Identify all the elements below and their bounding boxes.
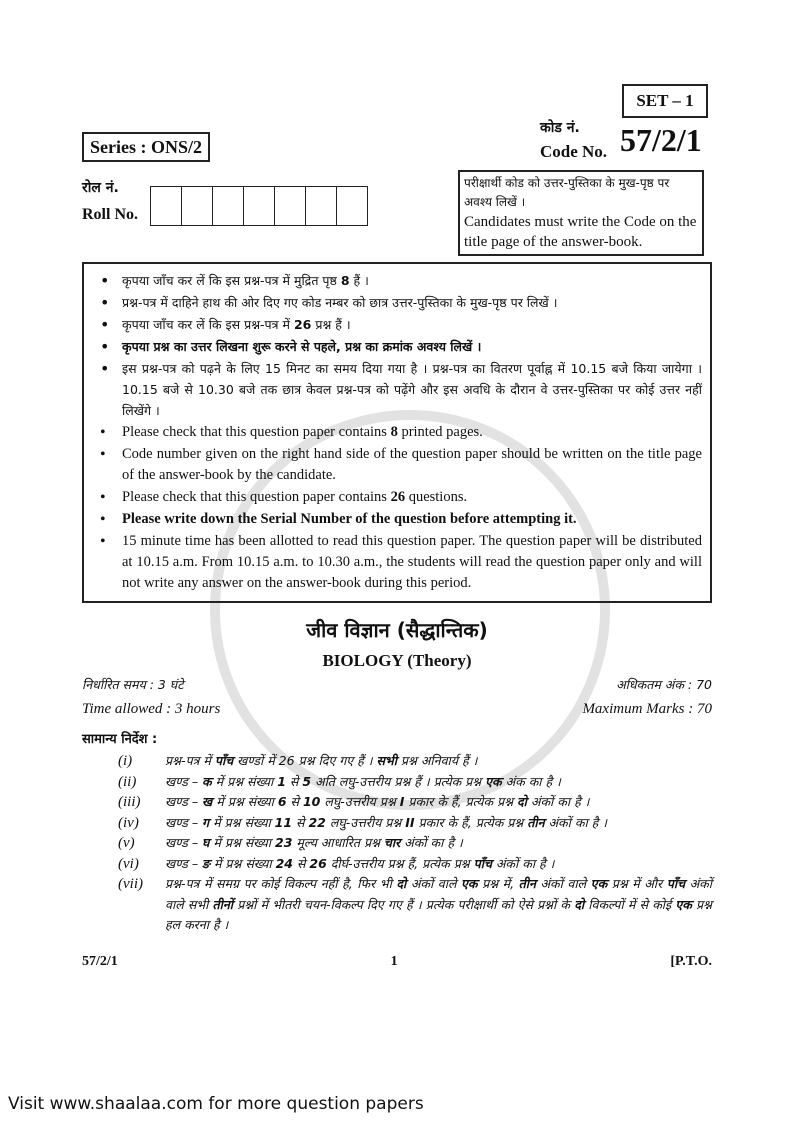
instruction-item: [92, 509, 702, 530]
item-text: [165, 751, 477, 772]
text: खण्डों में 26 प्रश्न दिए गए हैं ।: [233, 753, 377, 768]
item-numeral: (i): [118, 753, 133, 769]
item-text: [165, 772, 561, 793]
visit-link[interactable]: Visit www.shaalaa.com for more question papers: [8, 1094, 424, 1114]
footer-code: 57/2/1: [82, 953, 118, 969]
bold-text: Please write down the Serial Number of the question before attempting it.: [122, 511, 577, 527]
bold-text: एक: [675, 896, 692, 912]
text: में प्रश्न संख्या: [209, 814, 275, 830]
general-instruction-item: [118, 874, 712, 936]
bold-text: कृपया प्रश्न का उत्तर लिखना शुरू करने से पहले, प्रश्न का क्रमांक अवश्य लिखें ।: [122, 339, 482, 354]
text: अंकों वाले: [406, 876, 462, 891]
time-allowed: Time allowed : 3 hours: [82, 701, 221, 717]
bold-text: 26: [293, 317, 312, 332]
bold-text: क: [202, 773, 212, 789]
text: अति लघु-उत्तरीय प्रश्न हैं । प्रत्येक प्रश्न: [311, 773, 486, 789]
text: प्रकार के हैं, प्रत्येक प्रश्न: [404, 794, 518, 809]
text: प्रश्नों में भीतरी चयन-विकल्प दिए गए हैं । प्रत्येक परीक्षार्थी को ऐसे प्रश्नों के: [233, 896, 575, 912]
bold-text: II: [405, 814, 415, 830]
bold-text: तीन: [527, 814, 545, 830]
bold-text: ग: [202, 814, 210, 830]
bold-text: सभी: [376, 753, 397, 768]
instruction-item: [92, 336, 702, 357]
item-numeral: (iii): [118, 794, 141, 810]
general-instruction-item: [118, 833, 712, 854]
bold-text: 11: [274, 814, 293, 830]
code-note-box: [458, 170, 704, 256]
instruction-item: [92, 358, 702, 421]
text: मूल्य आधारित प्रश्न: [292, 835, 384, 850]
text: अंक का है ।: [501, 773, 561, 789]
text: विकल्पों में से कोई: [584, 896, 676, 912]
text: अंकों का है ।: [491, 855, 555, 871]
title-english: BIOLOGY (Theory): [322, 651, 472, 670]
text: printed pages.: [397, 424, 483, 440]
text: questions.: [405, 489, 468, 505]
time-hindi: निर्धारित समय : 3 घंटे: [82, 677, 184, 692]
item-numeral: (vii): [118, 876, 143, 892]
item-numeral: (ii): [118, 773, 137, 790]
roll-number-boxes: [150, 186, 368, 226]
page-number: 1: [390, 953, 398, 969]
text: प्रश्न हैं ।: [311, 317, 351, 332]
general-instructions-heading: सामान्य निर्देश :: [82, 732, 158, 747]
general-instruction-item: [118, 772, 712, 793]
instruction-item: [92, 422, 702, 443]
bold-text: 26: [390, 489, 406, 505]
instruction-item: [92, 487, 702, 508]
bold-text: पाँच: [666, 876, 686, 891]
text: में प्रश्न संख्या: [211, 773, 278, 789]
text: खण्ड –: [165, 773, 203, 789]
text: कृपया जाँच कर लें कि इस प्रश्न-पत्र में: [122, 317, 294, 332]
time-marks-row: [82, 697, 712, 721]
text: खण्ड –: [165, 814, 203, 830]
instruction-item: [92, 292, 702, 313]
maximum-marks: Maximum Marks : 70: [582, 701, 712, 717]
text: में प्रश्न संख्या: [212, 794, 278, 809]
text: Please check that this question paper contains: [122, 424, 391, 440]
general-instruction-item: [118, 813, 712, 834]
roll-label-hindi: रोल नं.: [82, 180, 119, 196]
main-content: [82, 262, 712, 974]
marks-hindi: अधिकतम अंक : 70: [616, 677, 712, 692]
bold-text: एक: [590, 876, 608, 891]
text: दीर्घ-उत्तरीय प्रश्न हैं, प्रत्येक प्रश्न: [326, 855, 474, 871]
text: प्रश्न-पत्र में समग्र पर कोई विकल्प नहीं है, फिर भी: [165, 876, 397, 891]
bold-text: 6: [277, 794, 287, 809]
roll-digit-box[interactable]: [306, 187, 337, 225]
code-label: Code No.: [540, 142, 608, 161]
text: अंकों का है ।: [526, 794, 590, 809]
item-text: [165, 854, 554, 875]
general-instruction-item: [118, 854, 712, 875]
text: Code number given on the right hand side of the question paper should be written on the title page of the answer-book by the candidate.: [122, 446, 702, 483]
bold-text: ङ: [202, 855, 211, 871]
bold-text: पाँच: [473, 855, 492, 871]
text: अंकों वाले सभी: [165, 876, 712, 912]
item-text: [165, 833, 463, 854]
code-number: 57/2/1: [620, 122, 702, 158]
roll-digit-box[interactable]: [213, 187, 244, 225]
text: से: [293, 855, 310, 871]
bold-text: 26: [309, 855, 327, 871]
text: लघु-उत्तरीय प्रश्न: [325, 814, 406, 830]
page-footer: [82, 950, 712, 974]
set-label: SET – 1: [622, 84, 708, 118]
bold-text: ख: [202, 794, 213, 809]
text: प्रश्न में और: [607, 876, 667, 891]
code-label-hindi: कोड नं.: [540, 120, 580, 136]
instruction-item: [92, 444, 702, 486]
text: खण्ड –: [165, 855, 203, 871]
text: प्रश्न हल करना है ।: [165, 896, 712, 932]
roll-digit-box[interactable]: [244, 187, 275, 225]
text: में प्रश्न संख्या: [209, 835, 276, 850]
item-text: [165, 792, 589, 813]
text: में प्रश्न संख्या: [210, 855, 276, 871]
bold-text: 8: [340, 273, 350, 288]
text: से: [286, 794, 303, 809]
text: से: [292, 814, 309, 830]
text: 15 minute time has been allotted to read this question paper. The question paper will be distributed at 10.15 a.m. From 10.15 a.m. to 10.30 a.m., the students will read the question paper only and will not write any answer on the answer-book during this period.: [122, 533, 702, 591]
bold-text: तीनों: [212, 896, 234, 912]
text: Please check that this question paper contains: [122, 489, 391, 505]
bold-text: घ: [202, 835, 210, 850]
bold-text: I: [399, 794, 405, 809]
text: प्रश्न में,: [477, 876, 519, 891]
bold-text: 24: [275, 855, 293, 871]
bold-text: चार: [383, 835, 401, 850]
roll-label: Roll No.: [82, 206, 138, 223]
roll-digit-box[interactable]: [337, 187, 367, 225]
item-text: [165, 813, 607, 834]
pto-label: [P.T.O.: [670, 953, 712, 969]
text: प्रश्न अनिवार्य हैं ।: [396, 753, 478, 768]
bold-text: 23: [275, 835, 293, 850]
roll-digit-box[interactable]: [151, 187, 182, 225]
bold-text: 1: [277, 773, 286, 789]
text: प्रश्न-पत्र में: [165, 753, 215, 768]
roll-digit-box[interactable]: [182, 187, 213, 225]
bold-text: एक: [485, 773, 502, 789]
item-numeral: (vi): [118, 855, 139, 872]
item-numeral: (v): [118, 835, 135, 851]
text: हैं ।: [349, 273, 369, 288]
time-marks-row-hindi: [82, 673, 712, 697]
bold-text: एक: [461, 876, 478, 891]
instruction-item: [92, 270, 702, 291]
text: अंकों का है ।: [544, 814, 608, 830]
text: इस प्रश्न-पत्र को पढ़ने के लिए 15 मिनट का समय दिया गया है । प्रश्न-पत्र का वितरण पूर्वाह्न में 10.15 बजे किया जायेगा । 10.15 बजे से 10.30 बजे तक छात्र केवल प्रश्न-पत्र को पढ़ेंगे और इस अवधि के दौरान वे उत्तर-पुस्तिका पर कोई उत्तर नहीं लिखेंगे ।: [122, 361, 702, 418]
text: अंकों का है ।: [400, 835, 463, 850]
bold-text: दो: [574, 896, 585, 912]
bold-text: 5: [302, 773, 312, 789]
bold-text: 8: [390, 424, 398, 440]
bold-text: 10: [302, 794, 321, 809]
instruction-item: [92, 314, 702, 335]
text: खण्ड –: [165, 835, 203, 850]
code-note-english: Candidates must write the Code on the title page of the answer-book.: [464, 214, 697, 250]
text: कृपया जाँच कर लें कि इस प्रश्न-पत्र में मुद्रित पृष्ठ: [122, 273, 341, 288]
bold-text: तीन: [518, 876, 536, 891]
item-text: [165, 874, 712, 936]
code-note-hindi: परीक्षार्थी कोड को उत्तर-पुस्तिका के मुख-पृष्ठ पर अवश्य लिखें ।: [464, 176, 670, 209]
general-instruction-item: [118, 751, 712, 772]
text: प्रकार के हैं, प्रत्येक प्रश्न: [414, 814, 528, 830]
instructions-box: [82, 262, 712, 603]
title-hindi: जीव विज्ञान (सैद्धान्तिक): [306, 618, 488, 642]
item-numeral: (iv): [118, 814, 139, 831]
bold-text: पाँच: [214, 753, 234, 768]
bold-text: दो: [396, 876, 407, 891]
general-instruction-item: [118, 792, 712, 813]
text: से: [285, 773, 303, 789]
bold-text: 22: [308, 814, 326, 830]
series-label: Series : ONS/2: [82, 132, 210, 162]
text: अंकों वाले: [535, 876, 591, 891]
general-instructions-list: [118, 751, 712, 936]
bold-text: दो: [517, 794, 527, 809]
text: खण्ड –: [165, 794, 203, 809]
text: लघु-उत्तरीय प्रश्न: [320, 794, 400, 809]
instruction-item: [92, 531, 702, 594]
text: प्रश्न-पत्र में दाहिने हाथ की ओर दिए गए कोड नम्बर को छात्र उत्तर-पुस्तिका के मुख-पृष्ठ पर लिखें ।: [122, 295, 558, 310]
roll-digit-box[interactable]: [275, 187, 306, 225]
